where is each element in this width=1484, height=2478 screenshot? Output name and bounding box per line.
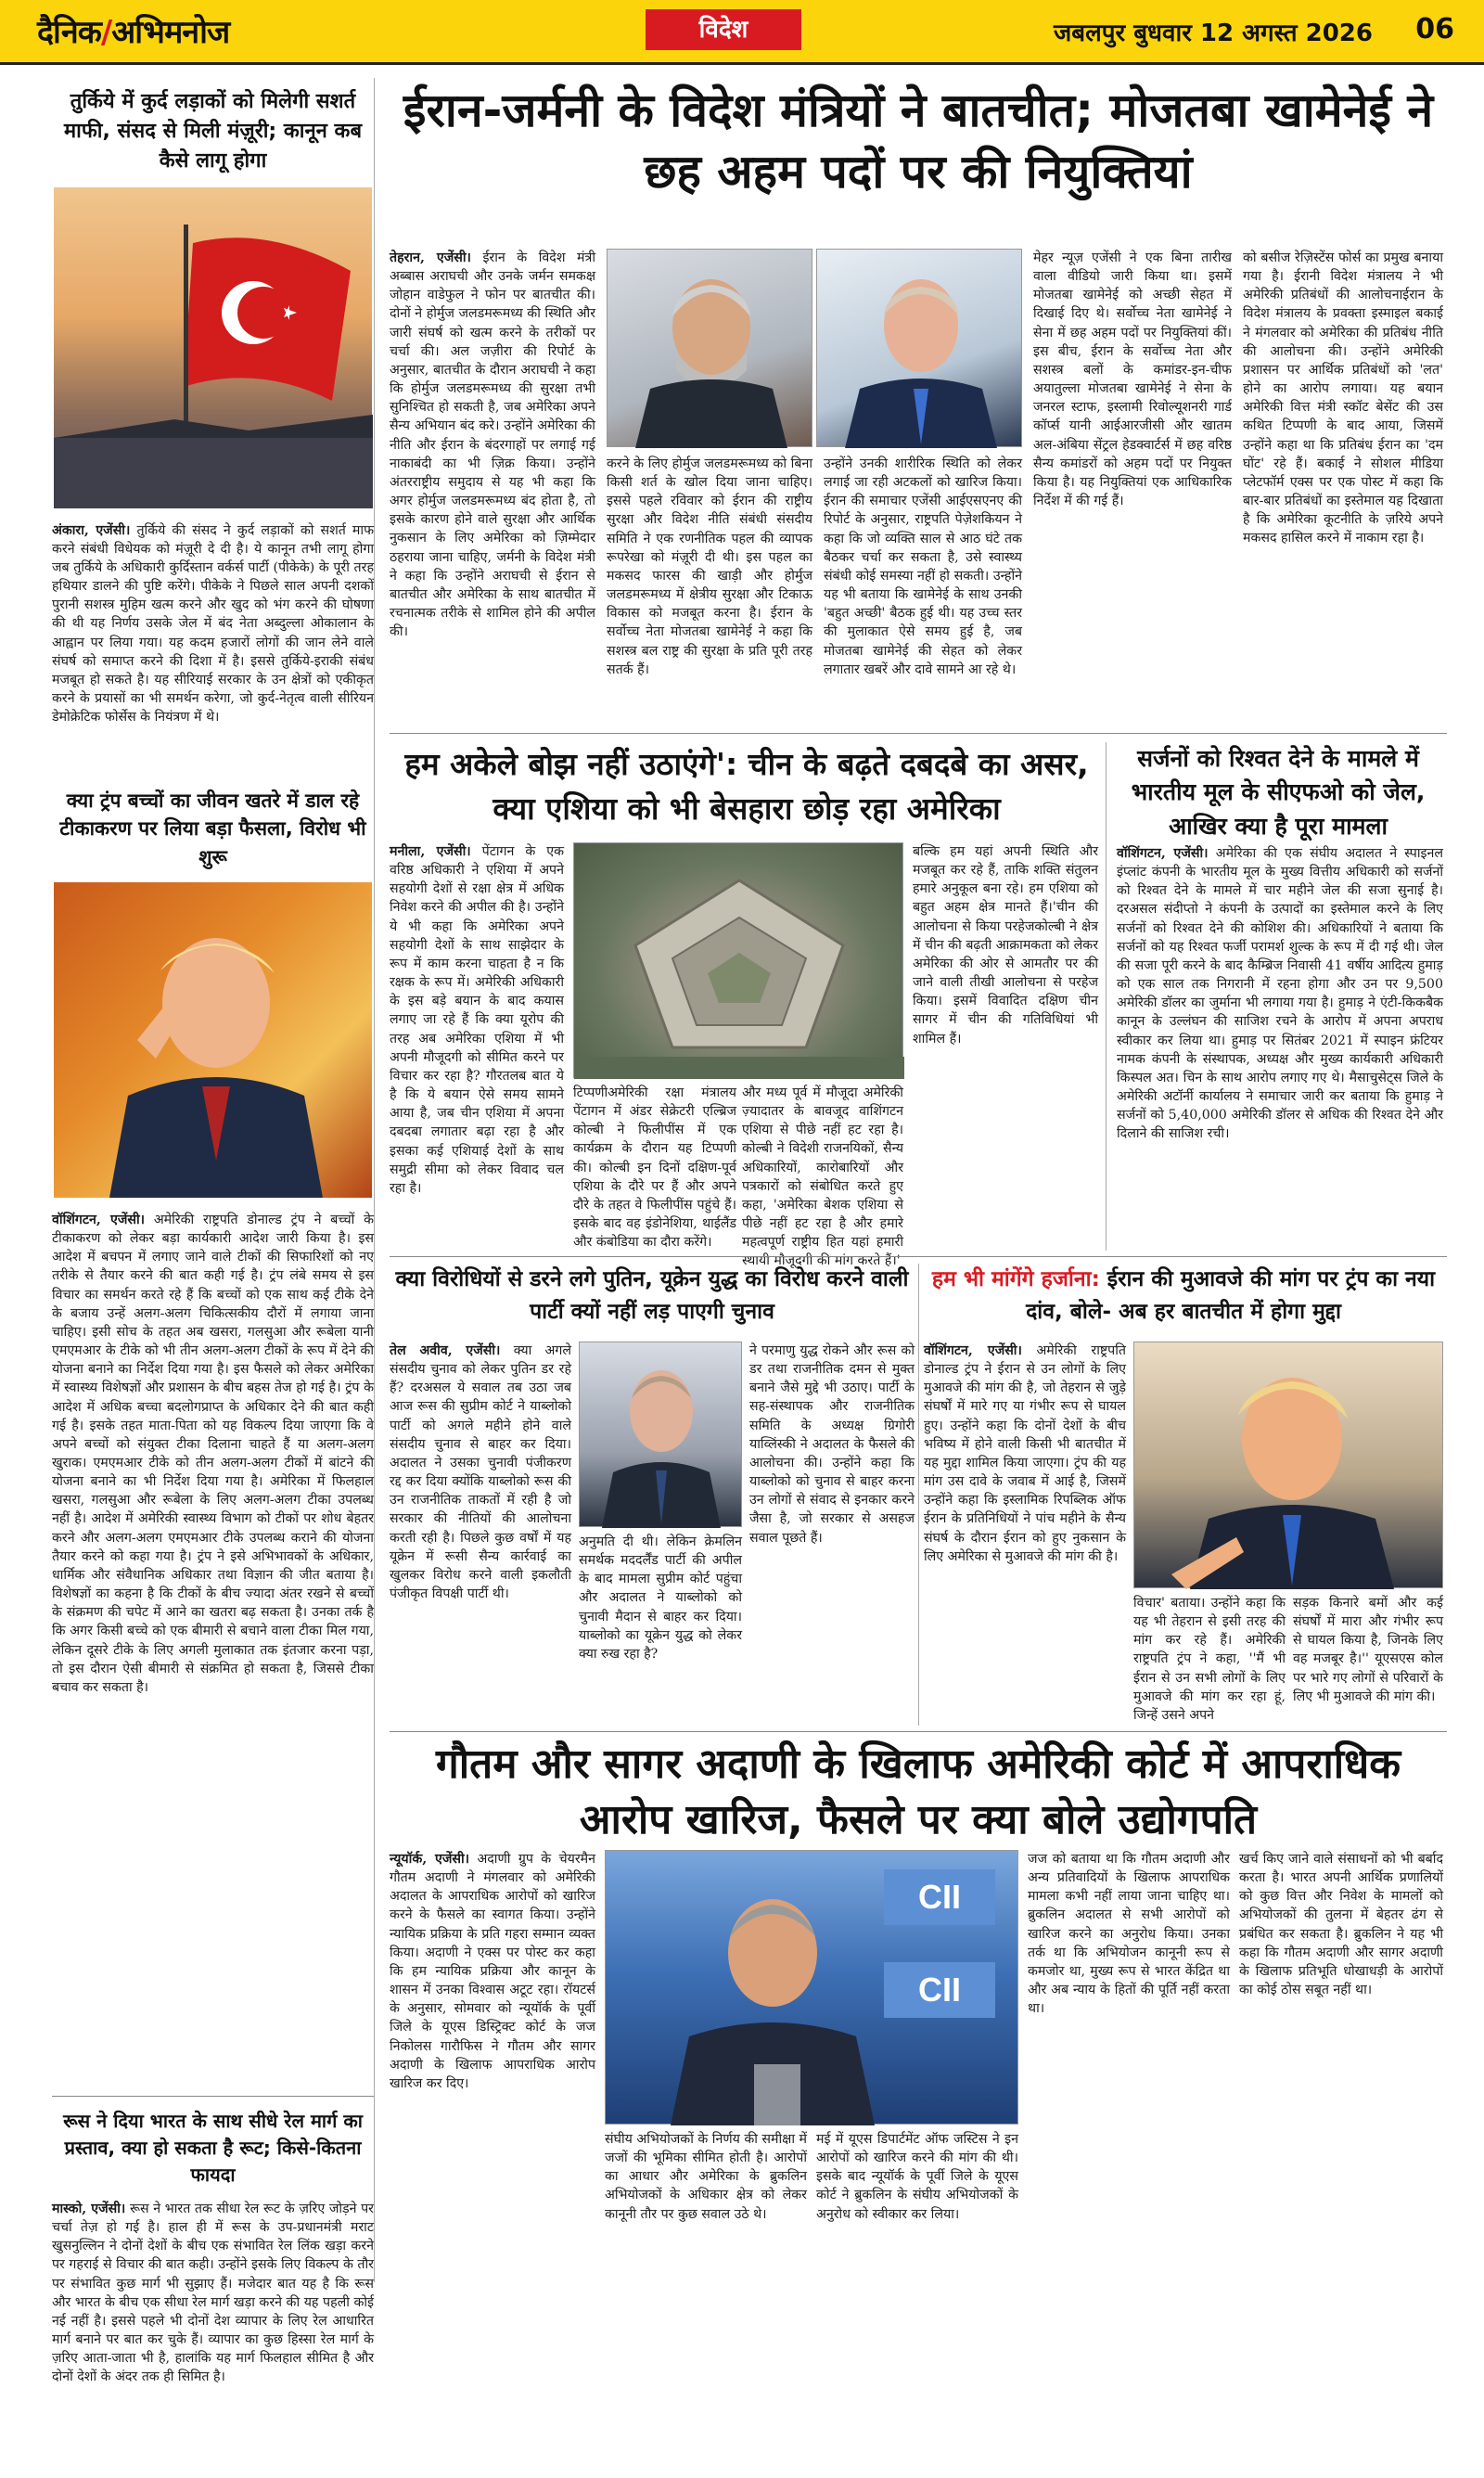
trump-col-3 bbox=[1293, 1594, 1443, 1726]
divider bbox=[52, 2096, 374, 2097]
wadephul-photo bbox=[816, 249, 1022, 447]
svg-text:CII: CII bbox=[917, 1878, 962, 1916]
putin-col-3 bbox=[749, 1342, 915, 1726]
iran-col-3 bbox=[824, 455, 1022, 727]
iran-col-2-text: करने के लिए होर्मुज जलडमरूमध्य को बिना किसी शर्त के खोल दिया जाना चाहिए। इससे पहले रविवार को ईरान की राष्ट्रीय सुरक्षा और विदेश नीति संबंधी संसदीय समिति ने एक रणनीतिक पहल की व्यापक रूपरेखा को मंज़ूरी दी थी। इस पहल का मकसद फारस की खाड़ी और होर्मुज जलडमरूमध्य में क्षेत्रीय सुरक्षा और टिकाऊ विकास को मजबूत करना है। ईरान के सर्वोच्च नेता मोजतबा खामेनेई ने कहा कि सशस्त्र बल राष्ट्र की सुरक्षा के प्रति पूरी तरह सतर्क हैं। bbox=[607, 456, 812, 677]
newspaper-logo[interactable] bbox=[37, 9, 229, 52]
turkey-headline[interactable]: तुर्किये में कुर्द लड़ाकों को मिलेगी सशर्त माफी, संसद से मिली मंज़ूरी; कानून कब कैसे लागू होगा bbox=[63, 90, 363, 173]
iran-col-1-text: ईरान के विदेश मंत्री अब्बास अराघची और उनके जर्मन समकक्ष जोहान वाडेफुल ने फोन पर बातचीत की। दोनों ने होर्मुज जलडमरूमध्य की स्थिति और जारी संघर्ष को खत्म करने के तरीकों पर चर्चा की। अल जज़ीरा की रिपोर्ट के अनुसार, बातचीत के दौरान अराघची ने कहा कि होर्मुज जलडमरूमध्य की सुरक्षा तभी सुनिश्चित हो सकती है, जब अमेरिका अपने सैन्य अभियान बंद करे। उन्होंने अमेरिका की नीति और ईरान के बंदरगाहों पर लगाई गई नाकाबंदी का भी ज़िक्र किया। उन्होंने अंतरराष्ट्रीय समुदाय से यह भी कहा कि अगर होर्मुज जलडमरूमध्य बंद होता है, तो इसके कारण होने वाले सुरक्षा और आर्थिक नुकसान के लिए अमेरिका को ज़िम्मेदार ठहराया जाना चाहिए, जर्मनी के विदेश मंत्री ने कहा कि उन्होंने अराघची से ईरान से बातचीत और अमेरिका के साथ बातचीत में रचनात्मक तरीके से शामिल होने की अपील की। bbox=[390, 250, 596, 640]
russia-rail-article-body bbox=[52, 2200, 374, 2478]
svg-text:CII: CII bbox=[917, 1971, 962, 2009]
trump-compensation-headline[interactable] bbox=[924, 1264, 1443, 1328]
adani-dateline: न्यूयॉर्क, एजेंसी। bbox=[390, 1852, 470, 1867]
trump-vaccine-article-body bbox=[52, 1211, 374, 2088]
iran-col-2 bbox=[607, 455, 812, 727]
turkey-dateline: अंकारा, एजेंसी। bbox=[52, 522, 131, 538]
trump-dateline: वॉशिंगटन, एजेंसी। bbox=[924, 1343, 1022, 1358]
iran-col-3-text: उन्होंने उनकी शारीरिक स्थिति को लेकर लगाई जा रही अटकलों को खारिज किया। ईरान की समाचार एजेंसी आईएसएनए की रिपोर्ट के अनुसार, राष्ट्रपति पेज़ेशकियन ने कहा कि जो व्यक्ति साल से आठ घंटे तक बैठकर चर्चा कर सकता है, उसे स्वास्थ्य संबंधी कोई समस्या नहीं हो सकती। उन्होंने यह भी बताया कि खामेनेई के साथ उनकी 'बहुत अच्छी' बैठक हुई थी। यह उच्च स्तर की मुलाकात ऐसे समय हुई है, जब मोजतबा खामेनेई की सेहत को लेकर लगातार खबरें और दावे सामने आ रहे थे। bbox=[824, 456, 1022, 677]
trump-vaccine-headline[interactable]: क्या ट्रंप बच्चों का जीवन खतरे में डाल रहे टीकाकरण पर लिया बड़ा फैसला, विरोध भी शुरू bbox=[59, 789, 366, 868]
trump-vaccine-dateline: वॉशिंगटन, एजेंसी। bbox=[52, 1212, 146, 1227]
adani-col-2 bbox=[605, 2130, 807, 2273]
logo-left: दैनिक bbox=[37, 14, 101, 51]
adani-col-4 bbox=[1028, 1850, 1230, 2273]
trump-col-2-text: विचार' बताया। उन्होंने कहा कि यह भी तेहरान से इसी तरह की मांग कर रहे हैं। अमेरिकी राष्ट्रपति ट्रंप ने कहा, ''मैं भी ईरान से उन सभी लोगों के लिए मुआवजे की मांग कर रहा हूं, जिन्हें उसने अपने bbox=[1133, 1596, 1286, 1723]
page-number: 06 bbox=[1415, 13, 1454, 45]
china-col-4-text: बल्कि हम यहां अपनी स्थिति और मजबूत कर रहे हैं, ताकि शक्ति संतुलन हमारे अनुकूल बना रहे। हम एशिया को बहुत अहम क्षेत्र मानते हैं।'चीन की आलोचना से किया परहेजकोल्बी ने क्षेत्र में चीन की बढ़ती आक्रामकता को लेकर अमेरिका की ओर से आमतौर पर की जाने वाली तीखी आलोचना से परहेज किया। इसमें विवादित दक्षिण चीन सागर में चीन की गतिविधियां भी शामिल हैं। bbox=[913, 844, 1098, 1046]
russia-rail-text: रूस ने भारत तक सीधा रेल रूट के ज़रिए जोड़ने पर चर्चा तेज़ हो गई है। हाल ही में रूस के उप-प्रधानमंत्री मराट खुसनुल्लिन ने दोनों देशों के बीच एक संभावित रेल लिंक खड़ा करने पर गहराई से विचार की बात कही। उन्होंने इसके लिए विकल्प के तौर पर संभावित कुछ मार्ग भी सुझाए हैं। मजेदार बात यह है कि रूस और भारत के बीच एक सीधा रेल मार्ग खड़ा करने की यह पहली कोई नई नहीं है। इससे पहले भी दोनों देश व्यापार के लिए रेल आधारित मार्ग बनाने पर बात कर चुके हैं। व्यापार का कुछ हिस्सा रेल मार्ग के ज़रिए आता-जाता भी है, हालांकि यह मार्ग फिलहाल सीमित है और दोनों देशों के अंदर तक ही सिमित है। bbox=[52, 2201, 374, 2385]
adani-photo bbox=[605, 1850, 1018, 2125]
china-col-2 bbox=[573, 1084, 736, 1251]
araghchi-photo bbox=[607, 249, 812, 447]
trump-salute-photo bbox=[54, 882, 372, 1198]
iran-germany-headline[interactable]: ईरान-जर्मनी के विदेश मंत्रियों ने बातचीत; मोजतबा खामेनेई ने छह अहम पदों पर की नियुक्तियां bbox=[403, 83, 1434, 199]
divider bbox=[390, 1731, 1447, 1732]
putin-dateline: तेल अवीव, एजेंसी। bbox=[390, 1343, 501, 1358]
logo-right: अभिमनोज bbox=[111, 14, 230, 51]
turkey-article-body bbox=[52, 521, 374, 776]
headline-main: ईरान की मुआवजे की मांग पर ट्रंप का नया दांव, बोले- अब हर बातचीत में होगा मुद्दा bbox=[1026, 1267, 1436, 1324]
left-column bbox=[52, 78, 375, 2385]
iran-col-5 bbox=[1243, 249, 1443, 727]
china-dateline: मनीला, एजेंसी। bbox=[390, 844, 471, 859]
divider bbox=[1106, 742, 1107, 1251]
russia-rail-dateline: मास्को, एजेंसी। bbox=[52, 2201, 126, 2216]
trump-col-1 bbox=[924, 1342, 1126, 1726]
adani-col-3 bbox=[816, 2130, 1018, 2273]
cfo-bribery-body bbox=[1117, 844, 1443, 1251]
trump-vaccine-text: अमेरिकी राष्ट्रपति डोनाल्ड ट्रंप ने बच्चों के टीकाकरण को लेकर बड़ा कार्यकारी आदेश जारी किया है। इस आदेश में बचपन में लगाए जाने वाले टीकों की सिफारिशों को नए तरीके से तैयार करने की बात कही गई है। ट्रंप लंबे समय से इस विचार का समर्थन करते रहे हैं कि बच्चों को एक साथ कई टीके देने के बजाय उन्हें अलग-अलग चिकित्सकीय दौरों में लगाया जाना चाहिए। इसी सोच के तहत अब खसरा, गलसुआ और रूबेला यानी एमएमआर के टीके को भी तीन अलग-अलग टीकों के रूप में देने की योजना बनाने का निर्देश दिया गया है। इस फैसले को लेकर अमेरिका में स्वास्थ्य विशेषज्ञों और प्रशासन के बीच बहस तेज हो गई है। ट्रंप के आदेश में अधिक बच्चा बदलोगप्राप्त के अधिकार देने की बात कही गई है। इसके तहत माता-पिता को यह विकल्प दिया जाएगा कि वे अपने बच्चों को संयुक्त टीका दिलाना चाहते हैं या अलग-अलग खुराक। एमएमआर टीके को तीन अलग-अलग टीकों में बांटने की योजना बनाने का भी निर्देश दिया गया है। अमेरिका में फिलहाल खसरा, गलसुआ और रूबेला के लिए अलग-अलग टीका उपलब्ध नहीं है। आदेश में अमेरिकी स्वास्थ्य विभाग को टीकों पर शोध बेहतर करने और अलग-अलग एमएमआर टीके उपलब्ध कराने की योजना तैयार करने को कहा गया है। ट्रंप ने इसे अभिभावकों के अधिकार, धार्मिक और संवैधानिक अधिकार तथा विज्ञान की जीत बताया है। विशेषज्ञों का कहना है कि टीकों के बीच ज्यादा अंतर रखने से बच्चों के संक्रमण की चपेट में आने का खतरा बढ़ सकता है। उनका तर्क है कि अगर किसी बच्चे को एक बीमारी से बचाने वाला टीका मिल गया, लेकिन दूसरे टीके के लिए अगली मुलाकात तक इंतजार करना पड़ा, तो इस दौरान ऐसी बीमारी से संक्रमित हो सकता है, जिससे टीका बचाव कर सकता है। bbox=[52, 1212, 375, 1695]
trump-col-2 bbox=[1133, 1594, 1286, 1726]
adani-col-1-text: अदाणी ग्रुप के चेयरमैन गौतम अदाणी ने मंगलवार को अमेरिकी अदालत के आपराधिक आरोपों को खारिज करने के फैसले का स्वागत किया। उन्होंने न्यायिक प्रक्रिया के प्रति गहरा सम्मान व्यक्त किया। अदाणी ने एक्स पर पोस्ट कर कहा कि हम न्यायिक प्रक्रिया और कानून के शासन में उनका विश्वास अटूट रहा। रॉयटर्स के अनुसार, सोमवार को न्यूयॉर्क के पूर्वी जिले के यूएस डिस्ट्रिक्ट कोर्ट के जज निकोलस गारौफिस ने गौतम और सागर अदाणी के खिलाफ आपराधिक आरोप खारिज कर दिए। bbox=[390, 1852, 596, 2091]
putin-col-1-text: क्या अगले संसदीय चुनाव को लेकर पुतिन डर रहे हैं? दरअसल ये सवाल तब उठा जब आज रूस की सुप्रीम कोर्ट ने याब्लोको पार्टी को अगले महीने होने वाले संसदीय चुनाव से बाहर कर दिया। अदालत ने उसका चुनावी पंजीकरण रद्द कर दिया क्योंकि याब्लोको रूस की उन राजनीतिक ताकतों में रही है जो सरकार की नीतियों की आलोचना करती रही है। पिछले कुछ वर्षों में यह यूक्रेन में रूसी सैन्य कार्रवाई का खुलकर विरोध करने वाली इकलौती पंजीकृत विपक्षी पार्टी थी। bbox=[390, 1343, 571, 1602]
pentagon-photo bbox=[573, 842, 903, 1078]
trump-speaking-photo bbox=[1133, 1342, 1443, 1588]
trump-col-1-text: अमेरिकी राष्ट्रपति डोनाल्ड ट्रंप ने ईरान से उन लोगों के लिए मुआवजे की मांग की है, जो तेहरान से जुड़े संघर्षों में मारे गए या गंभीर रूप से घायल हुए। उन्होंने कहा कि दोनों देशों के बीच भविष्य में होने वाली किसी भी बातचीत में यह मुद्दा शामिल किया जाएगा। ट्रंप की यह मांग उस दावे के जवाब में आई है, जिसमें उन्होंने कहा कि इस्लामिक रिपब्लिक ऑफ ईरान के प्रतिनिधियों ने पांच महीने के सैन्य संघर्ष के दौरान ईरान को हुए नुकसान के लिए अमेरिका से मुआवजे की मांग की है। bbox=[924, 1343, 1127, 1564]
lightning-bolt-icon: / bbox=[100, 14, 112, 51]
divider bbox=[918, 1264, 919, 1726]
headline-kicker: हम भी मांगेंगे हर्जाना: bbox=[931, 1267, 1100, 1291]
china-col-3 bbox=[742, 1084, 903, 1269]
putin-col-2-text: अनुमति दी थी। लेकिन क्रेमलिन समर्थक मददर्लैंड पार्टी की अपील के बाद मामला सुप्रीम कोर्ट पहुंचा और अदालत ने याब्लोको को चुनावी मैदान से बाहर कर दिया। याब्लोको का यूक्रेन युद्ध को लेकर क्या रुख रहा है? bbox=[579, 1534, 742, 1662]
issue-date: जबलपुर बुधवार 12 अगस्त 2026 bbox=[1053, 19, 1373, 47]
section-tag[interactable]: विदेश bbox=[646, 9, 801, 50]
iran-col-4-text: मेहर न्यूज़ एजेंसी ने एक बिना तारीख वाला वीडियो जारी किया था। इसमें मोजतबा खामेनेई को अच्छी सेहत में दिखाई दिए थे। सर्वोच्च नेता खामेनेई ने सेना में छह अहम पदों पर नियुक्तियां कीं। इस बीच, ईरान के सर्वोच्च नेता और सशस्त्र बलों के कमांडर-इन-चीफ अयातुल्ला मोजतबा खामेनेई ने सेना के जनरल स्टाफ, इस्लामी रिवोल्यूशनरी गार्ड कॉर्प्स यानी आईआरजीसी और खातम अल-अंबिया सेंट्रल हेडक्वार्टर्स में छह वरिष्ठ सैन्य कमांडरों को अहम पदों पर नियुक्त किया है। यह नियुक्तियां एक आधिकारिक निर्देश में की गई हैं। bbox=[1033, 250, 1232, 509]
turkey-text: तुर्किये की संसद ने कुर्द लड़ाकों को सशर्त माफ करने संबंधी विधेयक को मंज़ूरी दे दी है। ये कानून तभी लागू होगा जब तुर्किये के अधिकारी कुर्दिस्तान वर्कर्स पार्टी (पीकेके) के पूरी तरह हथियार डालने की पुष्टि करेंगे। पीकेके ने पिछले साल अपनी दशकों पुरानी सशस्त्र मुहिम खत्म करने और खुद को भंग करने की घोषणा की थी यह निर्णय उसके जेल में बंद नेता अब्दुल्ला ओकालान के आह्वान पर लिया गया। यह कदम हजारों लोगों की जान लेने वाले संघर्ष को समाप्त करने की दिशा में है। इससे तुर्किये-इराकी संबंध मजबूत हो सकते है। यह सीरियाई सरकार के उन क्षेत्रों को एकीकृत करने के प्रयासों का भी समर्थन करेगा, जो कुर्द-नेतृत्व वाली सीरियन डेमोक्रेटिक फोर्सेस के नियंत्रण में थे। bbox=[52, 522, 375, 725]
iran-col-1 bbox=[390, 249, 595, 727]
masthead bbox=[0, 0, 1484, 65]
putin-headline[interactable]: क्या विरोधियों से डरने लगे पुतिन, यूक्रेन युद्ध का विरोध करने वाली पार्टी क्यों नहीं लड़ पाएगी चुनाव bbox=[395, 1267, 909, 1324]
china-headline[interactable]: हम अकेले बोझ नहीं उठाएंगे': चीन के बढ़ते दबदबे का असर, क्या एशिया को भी बेसहारा छोड़ रहा अमेरिका bbox=[404, 746, 1089, 827]
putin-col-3-text: ने परमाणु युद्ध रोकने और रूस को डर तथा राजनीतिक दमन से मुक्त बनाने जैसे मुद्दे भी उठाए। पार्टी के सह-संस्थापक और राजनीतिक समिति के अध्यक्ष ग्रिगोरी याव्लिंस्की ने अदालत के फैसले की आलोचना की। उन्होंने कहा कि याब्लोको को चुनाव से बाहर करना उन लोगों से संवाद से इनकार करने जैसा है, जो सरकार से असहज सवाल पूछते हैं। bbox=[749, 1343, 915, 1546]
adani-col-5 bbox=[1239, 1850, 1443, 2273]
iran-col-5-text: को बसीज रेज़िस्टेंस फोर्स का प्रमुख बनाया गया है। ईरानी विदेश मंत्रालय ने भी अमेरिकी प्रतिबंधों की आलोचनाईरान के विदेश मंत्रालय के प्रवक्ता इस्माइल बकाई ने मंगलवार को अमेरिका की प्रतिबंध नीति की आलोचना की। उन्होंने अमेरिकी प्रशासन पर आर्थिक प्रतिबंधों को 'लत' होने का आरोप लगाया। यह बयान अमेरिकी वित्त मंत्री स्कॉट बेसेंट की उस कथित टिप्पणी के बाद आया, जिसमें उन्होंने कहा था कि प्रतिबंध ईरान का 'दम घोंट' रहे हैं। बकाई ने सोशल मीडिया प्लेटफॉर्म एक्स पर एक पोस्ट में कहा कि बार-बार प्रतिबंधों का इस्तेमाल यह दिखाता है कि अमेरिका कूटनीति के ज़रिये अपने मकसद हासिल करने में नाकाम रहा है। bbox=[1243, 250, 1443, 546]
adani-col-4-text: जज को बताया था कि गौतम अदाणी और अन्य प्रतिवादियों के खिलाफ आपराधिक मामला कभी नहीं लाया जाना चाहिए था। ब्रुकलिन अदालत से सभी आरोपों को खारिज करने का अनुरोध किया। उनका तर्क था कि अभियोजन कानूनी रूप से कमजोर था, मुख्य रूप से भारत केंद्रित था और अब न्याय के हितों की पूर्ति नहीं करता था। bbox=[1028, 1852, 1230, 2017]
adani-col-1 bbox=[390, 1850, 595, 2273]
divider bbox=[390, 733, 1447, 734]
adani-col-3-text: मई में यूएस डिपार्टमेंट ऑफ जस्टिस ने इन आरोपों को खारिज करने की मांग की थी। इसके बाद न्यूयॉर्क के पूर्वी जिले के यूएस कोर्ट ने ब्रुकलिन के संघीय अभियोजकों के अनुरोध को स्वीकार कर लिया। bbox=[816, 2132, 1018, 2222]
china-col-1-text: पेंटागन के एक वरिष्ठ अधिकारी ने एशिया में अपने सहयोगी देशों से रक्षा क्षेत्र में अधिक निवेश करने की अपील की है। उन्होंने ये भी कहा कि अमेरिका अपने सहयोगी देशों के साथ साझेदार के रूप में काम करना चाहता है न कि रक्षक के रूप में। अमेरिकी अधिकारी के इस बड़े बयान के बाद कयास लगाए जा रहे हैं कि क्या यूरोप की तरह अब अमेरिका एशिया में भी अपनी मौजूदगी को सीमित करने पर विचार कर रहा है? गौरतलब बात ये है कि ये बयान ऐसे समय सामने आया है, जब चीन एशिया में अपना दबदबा लगातार बढ़ा रहा है और इसका कई एशियाई देशों के साथ समुद्री सीमा को लेकर विवाद चल रहा है। bbox=[390, 844, 564, 1196]
iran-col-4 bbox=[1033, 249, 1232, 727]
putin-photo bbox=[579, 1342, 742, 1527]
china-col-2-text: टिप्पणीअमेरिकी रक्षा मंत्रालय पेंटागन में अंडर सेक्रेटरी एल्ब्रिज कोल्बी ने फिलीपींस में एक कार्यक्रम के दौरान यह टिप्पणी की। कोल्बी इन दिनों दक्षिण-पूर्व एशिया के दौरे पर हैं और अपने दौरे के तहत वे फिलीपींस पहुंचे हैं। इसके बाद वह इंडोनेशिया, थाईलैंड और कंबोडिया का दौरा करेंगे। bbox=[573, 1085, 736, 1251]
putin-col-1 bbox=[390, 1342, 571, 1726]
putin-col-2 bbox=[579, 1533, 742, 1726]
cfo-bribery-headline[interactable]: सर्जनों को रिश्वत देने के मामले में भारतीय मूल के सीएफओ को जेल, आखिर क्या है पूरा मामला bbox=[1131, 745, 1426, 840]
cfo-bribery-text: अमेरिका की एक संघीय अदालत ने स्पाइनल इंप्लांट कंपनी के भारतीय मूल के मुख्य वित्तीय अधिकारी को सर्जनों को रिश्वत देने के मामले में चार महीने जेल की सजा सुनाई है। दरअसल संदीप्तो ने कंपनी के उत्पादों का इस्तेमाल करने के लिए सर्जनों को रिश्वत देने की कोशिश की। अधिकारियों ने बताया कि सर्जनों को यह रिश्वत फर्जी परामर्श शुल्क के रूप में दी गई थी। जेल की सजा पूरी करने के बाद कैम्ब्रिज निवासी 41 वर्षीय आदित्य हुमाड़ को एक साल तक निगरानी में रहना होगा और उन पर 9,500 अमेरिकी डॉलर का जुर्माना भी लगाया गया है। हुमाड़ ने एंटी-किकबैक कानून के उल्लंघन की साजिश रचने के आरोप में अपना अपराध स्वीकार कर लिया था। हुमाड़ पर सितंबर 2021 में स्पाइन फ्रंटियर नामक कंपनी के संस्थापक, अध्यक्ष और मुख्य कार्यकारी अधिकारी किस्पल अत। चिन के साथ आरोप लगाए गए थे। मैसाचुसेट्स जिले के अमेरिकी अटॉर्नी कार्यालय ने समाचार जारी कर बताया कि हुमाड़ ने सर्जनों को 5,40,000 अमेरिकी डॉलर से अधिक की रिश्वत देने और दिलाने की साजिश रची। bbox=[1117, 846, 1443, 1142]
china-col-1 bbox=[390, 842, 564, 1251]
russia-rail-headline[interactable]: रूस ने दिया भारत के साथ सीधे रेल मार्ग का प्रस्ताव, क्या हो सकता है रूट; किसे-कितना फायदा bbox=[63, 2109, 363, 2186]
turkey-flag-photo bbox=[54, 187, 372, 508]
cfo-bribery-dateline: वॉशिंगटन, एजेंसी। bbox=[1117, 846, 1209, 861]
adani-headline[interactable]: गौतम और सागर अदाणी के खिलाफ अमेरिकी कोर्ट में आपराधिक आरोप खारिज, फैसले पर क्या बोले उद्योगपति bbox=[435, 1740, 1401, 1843]
adani-col-2-text: संघीय अभियोजकों के निर्णय की समीक्षा में जजों की भूमिका सीमित होती है। आरोपों का आधार और अमेरिका के ब्रुकलिन अभियोजकों के अधिकार क्षेत्र को लेकर कानूनी तौर पर कुछ सवाल उठे थे। bbox=[605, 2132, 808, 2222]
trump-col-3-text: सड़क किनारे बमों और कई संघर्षों में मारा और गंभीर रूप से घायल किया है, जिनके लिए वह मजबूर है।'' यूएसएस कोल पर भारे गए लोगों से परिवारों के लिए भी मुआवजे की मांग की। bbox=[1293, 1596, 1443, 1704]
china-col-3-text: और मध्य पूर्व में मौजूदा अमेरिकी ज़्यादातर के बावजूद वाशिंगटन एशिया से पीछे नहीं हट रहा है। कोल्बी ने विदेशी राजनयिकों, सैन्य अधिकारियों, कारोबारियों और पत्रकारों को संबोधित करते हुए कहा, 'अमेरिका बेशक एशिया से पीछे नहीं हट रहा है और हमारे महत्वपूर्ण राष्ट्रीय हित यहां हमारी स्थायी मौजूदगी की मांग करते हैं।' bbox=[742, 1085, 903, 1269]
iran-dateline: तेहरान, एजेंसी। bbox=[390, 250, 471, 265]
divider bbox=[390, 1256, 1447, 1257]
adani-col-5-text: खर्च किए जाने वाले संसाधनों को भी बर्बाद करता है। भारत अपनी आर्थिक प्रणालियों को कुछ वित्त और निवेश के मामलों को अभियोजकों की तुलना में बेहतर ढंग से प्रबंधित कर सकता है। ब्रुकलिन ने यह भी कहा कि गौतम अदाणी और सागर अदाणी के खिलाफ प्रतिभूति धोखाधड़ी के आरोपों का कोई ठोस सबूत नहीं था। bbox=[1239, 1852, 1443, 1998]
china-col-4 bbox=[913, 842, 1098, 1251]
